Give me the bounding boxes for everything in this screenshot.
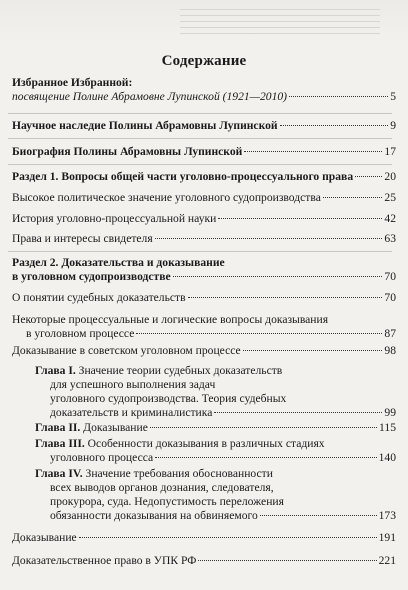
leader-dots [355, 176, 382, 177]
page-number: 63 [384, 232, 396, 245]
entry-line: уголовного процесса [50, 451, 154, 464]
page-number: 5 [390, 90, 396, 103]
entry-text: Раздел 1. Вопросы общей части уголовно-процессуального права [12, 170, 354, 183]
toc-chapter-1 [35, 364, 396, 420]
entry-text: Научное наследие Полины Абрамовны Лупинской [12, 119, 278, 132]
leader-dots [150, 427, 377, 428]
leader-dots [198, 560, 376, 561]
page-title: Содержание [161, 53, 247, 69]
chapter-label: Глава I. [35, 364, 76, 377]
leader-dots [173, 276, 383, 277]
leader-dots [289, 96, 388, 97]
entry-text: Доказывание [83, 421, 148, 434]
toc-entry-section-2 [12, 256, 396, 284]
entry-text: Доказывание в советском уголовном процессе [12, 344, 241, 357]
toc-entry-section-1 [12, 170, 396, 184]
toc-entry [12, 531, 396, 545]
leader-dots [280, 125, 389, 126]
toc-chapter-2 [35, 421, 396, 435]
page-number: 70 [384, 270, 396, 283]
page-number: 87 [384, 327, 396, 340]
entry-line-2: посвящение Полине Абрамовне Лупинской (1921—2010) [12, 90, 288, 103]
entry-line-1: Раздел 2. Доказательства и доказывание [12, 256, 225, 269]
toc-chapter-4 [35, 467, 396, 523]
page-number: 25 [384, 191, 396, 204]
page-number: 173 [378, 509, 396, 522]
toc-entry [12, 344, 396, 358]
entry-line-1: Значение теории судебных доказательств [78, 364, 283, 377]
toc-entry [12, 119, 396, 133]
entry-line: для успешного выполнения задач [50, 378, 216, 391]
entry-line-1: Избранное Избранной: [12, 76, 133, 89]
entry-line: прокурора, суда. Недопустимость переложения [50, 495, 284, 508]
chapter-label: Глава III. [35, 437, 85, 450]
toc-entry [12, 145, 396, 159]
chapter-label: Глава II. [35, 421, 81, 434]
toc-entry [12, 232, 396, 246]
entry-line-1: Некоторые процессуальные и логические вопросы доказывания [12, 313, 329, 326]
divider [8, 251, 392, 252]
leader-dots [323, 197, 383, 198]
toc-entry [12, 291, 396, 305]
toc-entry-dedication [12, 76, 396, 104]
entry-text: Высокое политическое значение уголовного судопроизводства [12, 191, 321, 204]
toc-chapter-3 [35, 437, 396, 465]
leader-dots [244, 151, 382, 152]
divider [8, 164, 392, 165]
page-number: 70 [384, 291, 396, 304]
toc-entry [12, 191, 396, 205]
page-number: 20 [384, 170, 396, 183]
entry-text: Права и интересы свидетеля [12, 232, 153, 245]
leader-dots [155, 457, 376, 458]
chapter-label: Глава IV. [35, 467, 83, 480]
entry-text: Доказывание [12, 531, 77, 544]
page-number: 17 [384, 145, 396, 158]
entry-line-2: в уголовном процессе [26, 327, 135, 340]
page-number: 191 [378, 531, 396, 544]
entry-text: История уголовно-процессуальной науки [12, 212, 217, 225]
entry-line: уголовного судопроизводства. Теория судебных [50, 392, 287, 405]
leader-dots [155, 238, 383, 239]
divider [8, 138, 392, 139]
entry-text: Биография Полины Абрамовны Лупинской [12, 145, 243, 158]
entry-line: доказательств и криминалистика [50, 406, 213, 419]
entry-line-1: Значение требования обоснованности [85, 467, 273, 480]
leader-dots [188, 297, 383, 298]
entry-line-1: Особенности доказывания в различных стадиях [87, 437, 325, 450]
page-number: 98 [384, 344, 396, 357]
page-number: 115 [379, 421, 396, 434]
leader-dots [214, 412, 382, 413]
leader-dots [218, 218, 382, 219]
toc-entry [12, 313, 396, 341]
toc-entry [12, 554, 396, 568]
entry-line: обязанности доказывания на обвиняемого [50, 509, 258, 522]
leader-dots [243, 350, 383, 351]
divider [8, 113, 392, 114]
entry-line: всех выводов органов дознания, следователя, [50, 481, 274, 494]
page-number: 42 [384, 212, 396, 225]
page-number: 9 [390, 119, 396, 132]
leader-dots [136, 333, 382, 334]
entry-text: О понятии судебных доказательств [12, 291, 186, 304]
entry-line-2: в уголовном судопроизводстве [12, 270, 171, 283]
bleed-through-text [0, 0, 408, 44]
page-number: 99 [384, 406, 396, 419]
page-number: 221 [378, 554, 396, 567]
entry-text: Доказательственное право в УПК РФ [12, 554, 197, 567]
page-number: 140 [378, 451, 396, 464]
leader-dots [79, 537, 377, 538]
leader-dots [260, 515, 377, 516]
toc-entry [12, 212, 396, 226]
